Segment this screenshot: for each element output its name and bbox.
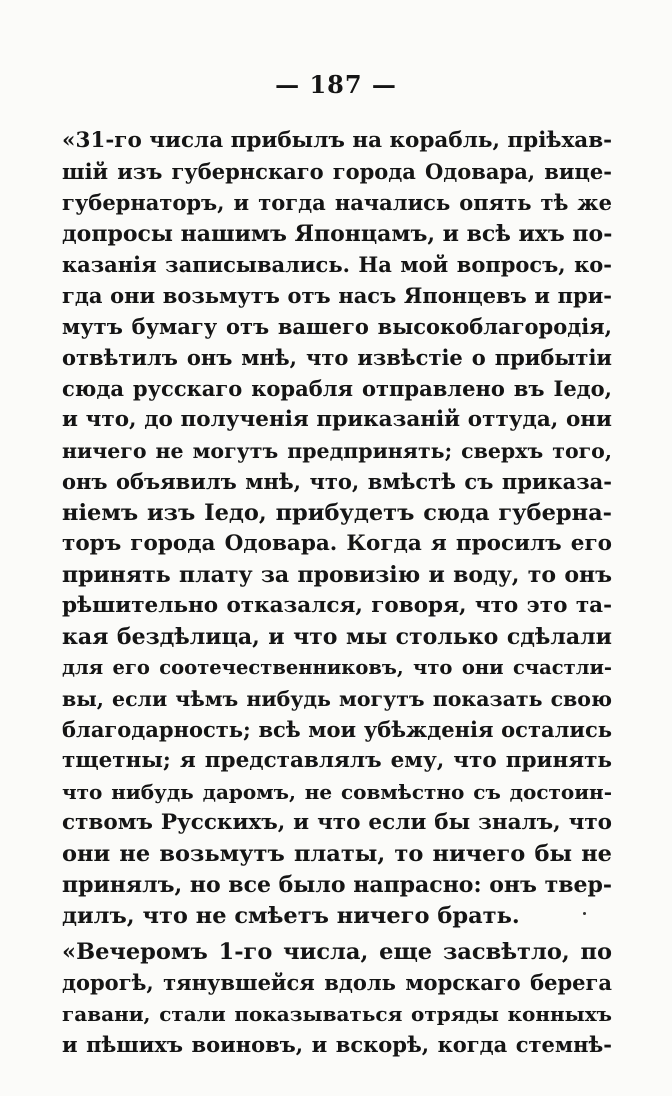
- text-line: «Вечеромъ 1-го числа, еще засвѣтло, по: [62, 939, 612, 965]
- text-line: вы, если чѣмъ нибудь могутъ показать свою: [62, 687, 612, 711]
- text-line: допросы нашимъ Японцамъ, и всѣ ихъ по-: [62, 221, 613, 247]
- ink-speck: [583, 912, 586, 915]
- text-line: ствомъ Русскихъ, и что если бы зналъ, что: [62, 810, 612, 835]
- text-line: кая бездѣлица, и что мы столько сдѣлали: [62, 624, 612, 650]
- text-line: что нибудь даромъ, не совмѣстно съ достоин-: [62, 780, 612, 804]
- text-line: «31-го числа прибылъ на корабль, пріѣхав-: [62, 128, 613, 153]
- text-line: дилъ, что не смѣетъ ничего брать.: [62, 903, 520, 929]
- page-number: — 187 —: [275, 70, 397, 99]
- text-line: принять плату за провизію и воду, то онъ: [62, 562, 612, 588]
- text-line: мутъ бумагу отъ вашего высокоблагородія,: [62, 314, 612, 339]
- text-line: ничего не могутъ предпринять; сверхъ того,: [62, 439, 612, 463]
- text-line: отвѣтилъ онъ мнѣ, что извѣстіе о прибытіи: [62, 345, 612, 370]
- text-line: они не возьмутъ платы, то ничего бы не: [62, 841, 612, 867]
- text-line: торъ города Одовара. Когда я просилъ его: [62, 531, 612, 556]
- text-line: тщетны; я представлялъ ему, что принять: [62, 748, 612, 773]
- text-line: шій изъ губернскаго города Одовара, вице-: [62, 159, 612, 184]
- text-line: дорогѣ, тянувшейся вдоль морскаго берега: [62, 970, 612, 995]
- text-line: и что, до полученія приказаній оттуда, они: [62, 407, 612, 432]
- text-line: для его соотечественниковъ, что они счастли-: [62, 656, 612, 679]
- text-line: благодарность; всѣ мои убѣжденія остались: [62, 717, 612, 742]
- text-line: онъ объявилъ мнѣ, что, вмѣстѣ съ приказа-: [62, 469, 612, 494]
- text-line: губернаторъ, и тогда начались опять тѣ же: [62, 190, 612, 215]
- text-line: и пѣшихъ воиновъ, и вскорѣ, когда стемнѣ-: [62, 1032, 612, 1057]
- text-line: гавани, стали показываться отряды конныхъ: [62, 1002, 612, 1026]
- text-line: сюда русскаго корабля отправлено въ Іедо,: [62, 376, 612, 401]
- text-line: ніемъ изъ Іедо, прибудетъ сюда губерна-: [62, 500, 612, 526]
- text-line: гда они возьмутъ отъ насъ Японцевъ и при-: [62, 283, 612, 308]
- text-line: казанія записывались. На мой вопросъ, ко-: [62, 252, 612, 277]
- text-line: принялъ, но все было напрасно: онъ твер-: [62, 872, 612, 898]
- text-line: рѣшительно отказался, говоря, что это та-: [62, 593, 612, 618]
